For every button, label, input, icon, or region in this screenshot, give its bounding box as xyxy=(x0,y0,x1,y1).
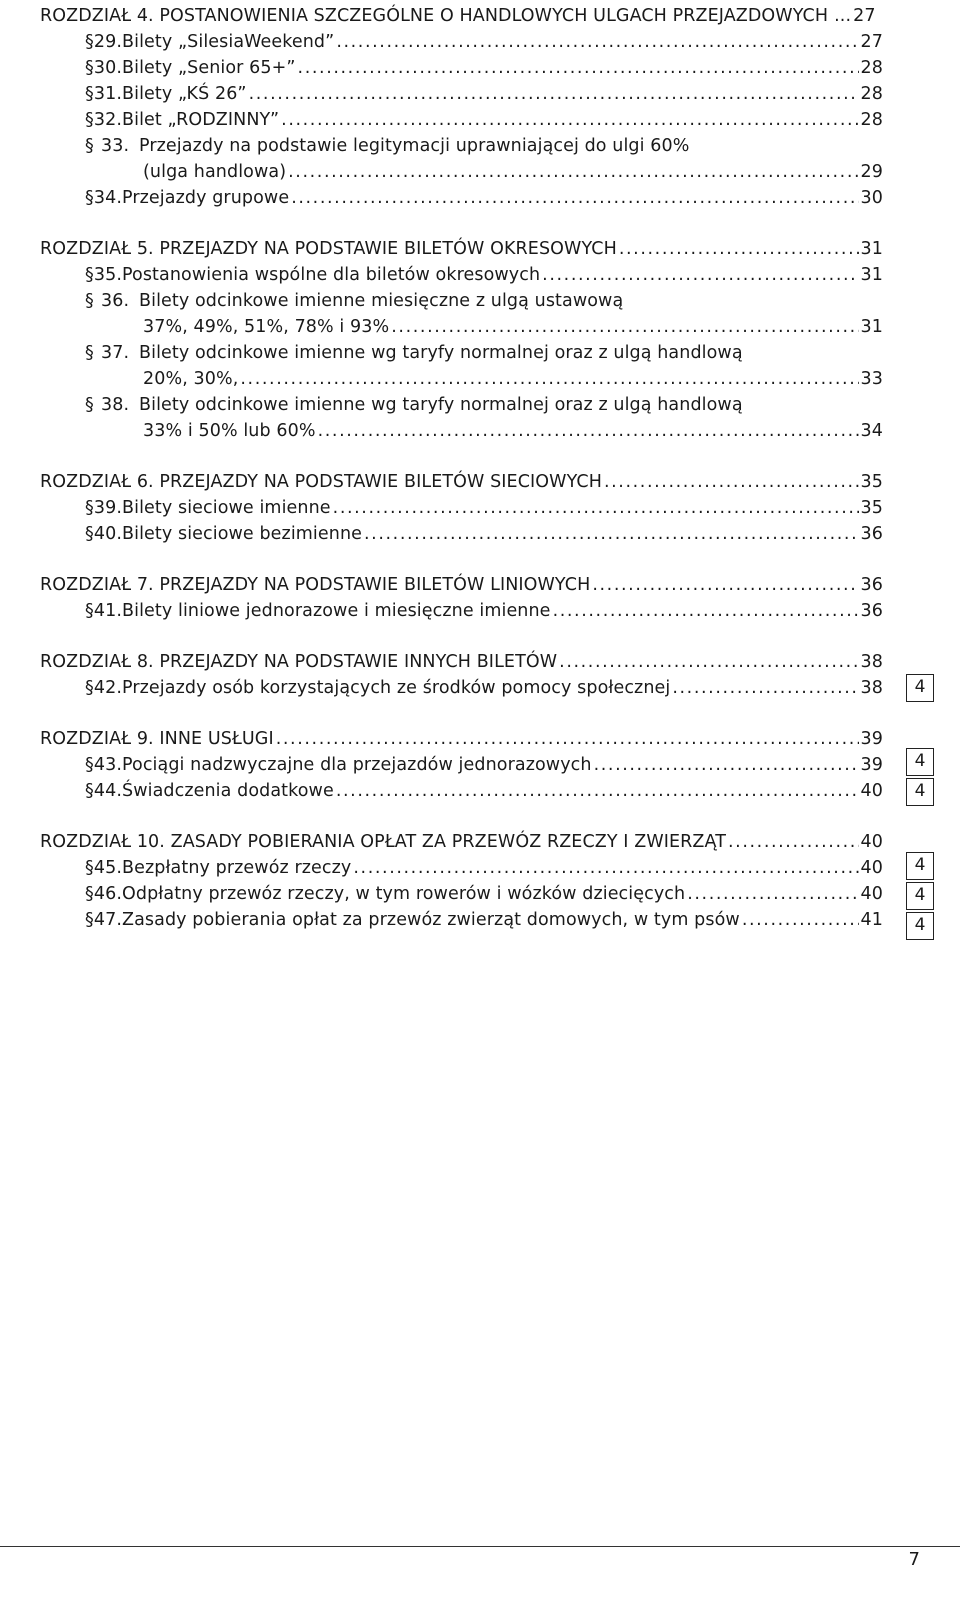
toc-page-number: 40 xyxy=(860,858,883,878)
toc-section-number: 39. xyxy=(93,498,122,518)
toc-leader-dots: ... xyxy=(834,6,852,26)
toc-page-number: 39 xyxy=(860,755,883,775)
toc-section-43[interactable] xyxy=(40,752,883,778)
toc-leader-dots xyxy=(364,521,859,547)
toc-leader-dots xyxy=(604,469,859,495)
toc-chapter-10[interactable] xyxy=(40,829,883,855)
toc-section-title-continued: (ulga handlowa) xyxy=(143,162,287,182)
toc-section-number: 31. xyxy=(93,84,122,104)
section-symbol: § xyxy=(85,32,94,52)
toc-page-number: 38 xyxy=(860,652,883,672)
toc-section-35[interactable] xyxy=(40,262,883,288)
toc-section-title: Bilety „Senior 65+” xyxy=(122,58,296,78)
margin-badge: 4 xyxy=(906,912,934,940)
toc-section-title: Bilety „SilesiaWeekend” xyxy=(122,32,335,52)
section-symbol: § xyxy=(85,678,94,698)
table-of-contents xyxy=(40,3,883,933)
toc-section-number: 33. xyxy=(101,136,130,156)
toc-page-number: 27 xyxy=(860,32,883,52)
toc-section-36[interactable] xyxy=(40,288,883,314)
section-symbol: § xyxy=(85,395,94,415)
footer-rule xyxy=(0,1546,960,1547)
toc-chapter-9[interactable] xyxy=(40,726,883,752)
toc-section-number: 37. xyxy=(101,343,130,363)
toc-section-title: Zasady pobierania opłat za przewóz zwierząt domowych, w tym psów xyxy=(122,910,740,930)
toc-page-number: 36 xyxy=(860,601,883,621)
toc-section-title-continued: 33% i 50% lub 60% xyxy=(143,421,316,441)
toc-page-number: 35 xyxy=(860,472,883,492)
toc-page-number: 36 xyxy=(860,524,883,544)
toc-section-44[interactable] xyxy=(40,778,883,804)
toc-section-number: 41. xyxy=(93,601,122,621)
toc-section-title: Przejazdy grupowe xyxy=(122,188,290,208)
toc-section-title: Odpłatny przewóz rzeczy, w tym rowerów i wózków dziecięcych xyxy=(122,884,686,904)
toc-section-46[interactable] xyxy=(40,881,883,907)
toc-section-title: Świadczenia dodatkowe xyxy=(122,781,334,801)
toc-section-32[interactable] xyxy=(40,107,883,133)
toc-page-number: 38 xyxy=(860,678,883,698)
toc-page-number: 33 xyxy=(860,369,883,389)
toc-chapter-6[interactable] xyxy=(40,469,883,495)
toc-section-title: Bilety odcinkowe imienne miesięczne z ulgą ustawową xyxy=(139,291,624,311)
toc-leader-dots xyxy=(249,81,859,107)
toc-leader-dots xyxy=(336,778,859,804)
section-symbol: § xyxy=(85,884,94,904)
margin-badge: 4 xyxy=(906,852,934,880)
toc-section-title: Postanowienia wspólne dla biletów okresowych xyxy=(122,265,541,285)
section-symbol: § xyxy=(85,84,94,104)
toc-page-number: 40 xyxy=(860,884,883,904)
toc-section-number: 36. xyxy=(101,291,130,311)
toc-chapter-title: ROZDZIAŁ 7. PRZEJAZDY NA PODSTAWIE BILETÓW LINIOWYCH xyxy=(40,575,591,595)
toc-chapter-8[interactable] xyxy=(40,649,883,675)
section-symbol: § xyxy=(85,343,94,363)
section-symbol: § xyxy=(85,58,94,78)
toc-section-37-continued[interactable] xyxy=(40,366,883,392)
toc-chapter-5[interactable] xyxy=(40,236,883,262)
toc-section-40[interactable] xyxy=(40,521,883,547)
section-symbol: § xyxy=(85,136,94,156)
toc-chapter-title: ROZDZIAŁ 5. PRZEJAZDY NA PODSTAWIE BILETÓW OKRESOWYCH xyxy=(40,239,617,259)
toc-section-30[interactable] xyxy=(40,55,883,81)
toc-leader-dots xyxy=(687,881,858,907)
toc-section-39[interactable] xyxy=(40,495,883,521)
toc-section-29[interactable] xyxy=(40,29,883,55)
toc-section-33-continued[interactable] xyxy=(40,159,883,185)
toc-page-number: 41 xyxy=(860,910,883,930)
section-symbol: § xyxy=(85,755,94,775)
toc-leader-dots xyxy=(728,829,859,855)
toc-leader-dots xyxy=(592,572,858,598)
section-symbol: § xyxy=(85,110,94,130)
toc-section-number: 47. xyxy=(93,910,122,930)
toc-section-title: Bilety odcinkowe imienne wg taryfy normalnej oraz z ulgą handlową xyxy=(139,395,743,415)
toc-page-number: 31 xyxy=(860,317,883,337)
section-symbol: § xyxy=(85,524,94,544)
toc-leader-dots xyxy=(553,598,859,624)
toc-section-number: 34. xyxy=(93,188,122,208)
toc-leader-dots xyxy=(318,418,859,444)
section-symbol: § xyxy=(85,265,94,285)
toc-section-title: Bilety sieciowe imienne xyxy=(122,498,331,518)
page-number: 7 xyxy=(908,1549,920,1570)
toc-leader-dots xyxy=(336,29,858,55)
margin-badge: 4 xyxy=(906,748,934,776)
toc-section-number: 35. xyxy=(93,265,122,285)
toc-section-number: 30. xyxy=(93,58,122,78)
toc-section-title: Bilety sieciowe bezimienne xyxy=(122,524,363,544)
toc-section-number: 40. xyxy=(93,524,122,544)
toc-page-number: 40 xyxy=(860,781,883,801)
toc-section-36-continued[interactable] xyxy=(40,314,883,340)
toc-leader-dots xyxy=(542,262,858,288)
section-symbol: § xyxy=(85,601,94,621)
toc-section-title: Bilety liniowe jednorazowe i miesięczne imienne xyxy=(122,601,551,621)
toc-page-number: 28 xyxy=(860,84,883,104)
toc-page-number: 36 xyxy=(860,575,883,595)
toc-section-34[interactable] xyxy=(40,185,883,211)
toc-section-number: 32. xyxy=(93,110,122,130)
margin-badge: 4 xyxy=(906,674,934,702)
toc-page-number: 28 xyxy=(860,58,883,78)
toc-section-41[interactable] xyxy=(40,598,883,624)
toc-leader-dots xyxy=(298,55,859,81)
margin-badge: 4 xyxy=(906,882,934,910)
section-symbol: § xyxy=(85,188,94,208)
toc-page-number: 31 xyxy=(860,265,883,285)
toc-page-number: 35 xyxy=(860,498,883,518)
toc-chapter-title: ROZDZIAŁ 8. PRZEJAZDY NA PODSTAWIE INNYCH BILETÓW xyxy=(40,652,558,672)
toc-section-title: Bilety odcinkowe imienne wg taryfy normalnej oraz z ulgą handlową xyxy=(139,343,743,363)
margin-badge: 4 xyxy=(906,778,934,806)
toc-section-42[interactable] xyxy=(40,675,883,701)
toc-page-number: 31 xyxy=(860,239,883,259)
toc-leader-dots xyxy=(594,752,859,778)
toc-section-title: Bilety „KŚ 26” xyxy=(122,84,247,104)
toc-section-number: 46. xyxy=(93,884,122,904)
toc-section-45[interactable] xyxy=(40,855,883,881)
toc-section-number: 45. xyxy=(93,858,122,878)
toc-page-number: 39 xyxy=(860,729,883,749)
toc-section-47[interactable] xyxy=(40,907,883,933)
toc-chapter-title: ROZDZIAŁ 6. PRZEJAZDY NA PODSTAWIE BILETÓW SIECIOWYCH xyxy=(40,472,602,492)
toc-leader-dots xyxy=(333,495,859,521)
toc-leader-dots xyxy=(240,366,858,392)
toc-section-number: 44. xyxy=(93,781,122,801)
toc-chapter-4[interactable] xyxy=(40,3,883,29)
toc-section-number: 38. xyxy=(101,395,130,415)
toc-leader-dots xyxy=(742,907,859,933)
toc-leader-dots xyxy=(281,107,858,133)
section-symbol: § xyxy=(85,781,94,801)
toc-leader-dots xyxy=(276,726,859,752)
toc-page-number: 27 xyxy=(853,6,876,26)
toc-leader-dots xyxy=(353,855,858,881)
toc-leader-dots xyxy=(559,649,858,675)
toc-page-number: 29 xyxy=(860,162,883,182)
section-symbol: § xyxy=(85,910,94,930)
toc-section-38-continued[interactable] xyxy=(40,418,883,444)
toc-section-title: Przejazdy osób korzystających ze środków pomocy społecznej xyxy=(122,678,671,698)
toc-leader-dots xyxy=(672,675,858,701)
toc-section-title: Bilet „RODZINNY” xyxy=(122,110,280,130)
toc-page-number: 34 xyxy=(860,421,883,441)
toc-section-title: Przejazdy na podstawie legitymacji uprawniającej do ulgi 60% xyxy=(139,136,690,156)
toc-section-number: 43. xyxy=(93,755,122,775)
toc-section-number: 42. xyxy=(93,678,122,698)
toc-chapter-title: ROZDZIAŁ 4. POSTANOWIENIA SZCZEGÓLNE O HANDLOWYCH ULGACH PRZEJAZDOWYCH xyxy=(40,6,829,26)
toc-section-33[interactable] xyxy=(40,133,883,159)
toc-section-title-continued: 37%, 49%, 51%, 78% i 93% xyxy=(143,317,390,337)
toc-page-number: 30 xyxy=(860,188,883,208)
toc-leader-dots xyxy=(288,159,858,185)
toc-page-number: 40 xyxy=(860,832,883,852)
section-symbol: § xyxy=(85,858,94,878)
toc-section-number: 29. xyxy=(93,32,122,52)
toc-section-31[interactable] xyxy=(40,81,883,107)
toc-section-title-continued: 20%, 30%, xyxy=(143,369,239,389)
toc-page-number: 28 xyxy=(860,110,883,130)
toc-section-37[interactable] xyxy=(40,340,883,366)
toc-leader-dots xyxy=(391,314,858,340)
toc-chapter-title: ROZDZIAŁ 9. INNE USŁUGI xyxy=(40,729,274,749)
toc-leader-dots xyxy=(619,236,859,262)
toc-chapter-title: ROZDZIAŁ 10. ZASADY POBIERANIA OPŁAT ZA PRZEWÓZ RZECZY I ZWIERZĄT xyxy=(40,832,726,852)
toc-chapter-7[interactable] xyxy=(40,572,883,598)
toc-leader-dots xyxy=(291,185,858,211)
section-symbol: § xyxy=(85,498,94,518)
section-symbol: § xyxy=(85,291,94,311)
toc-section-title: Bezpłatny przewóz rzeczy xyxy=(122,858,352,878)
toc-section-38[interactable] xyxy=(40,392,883,418)
toc-section-title: Pociągi nadzwyczajne dla przejazdów jednorazowych xyxy=(122,755,592,775)
